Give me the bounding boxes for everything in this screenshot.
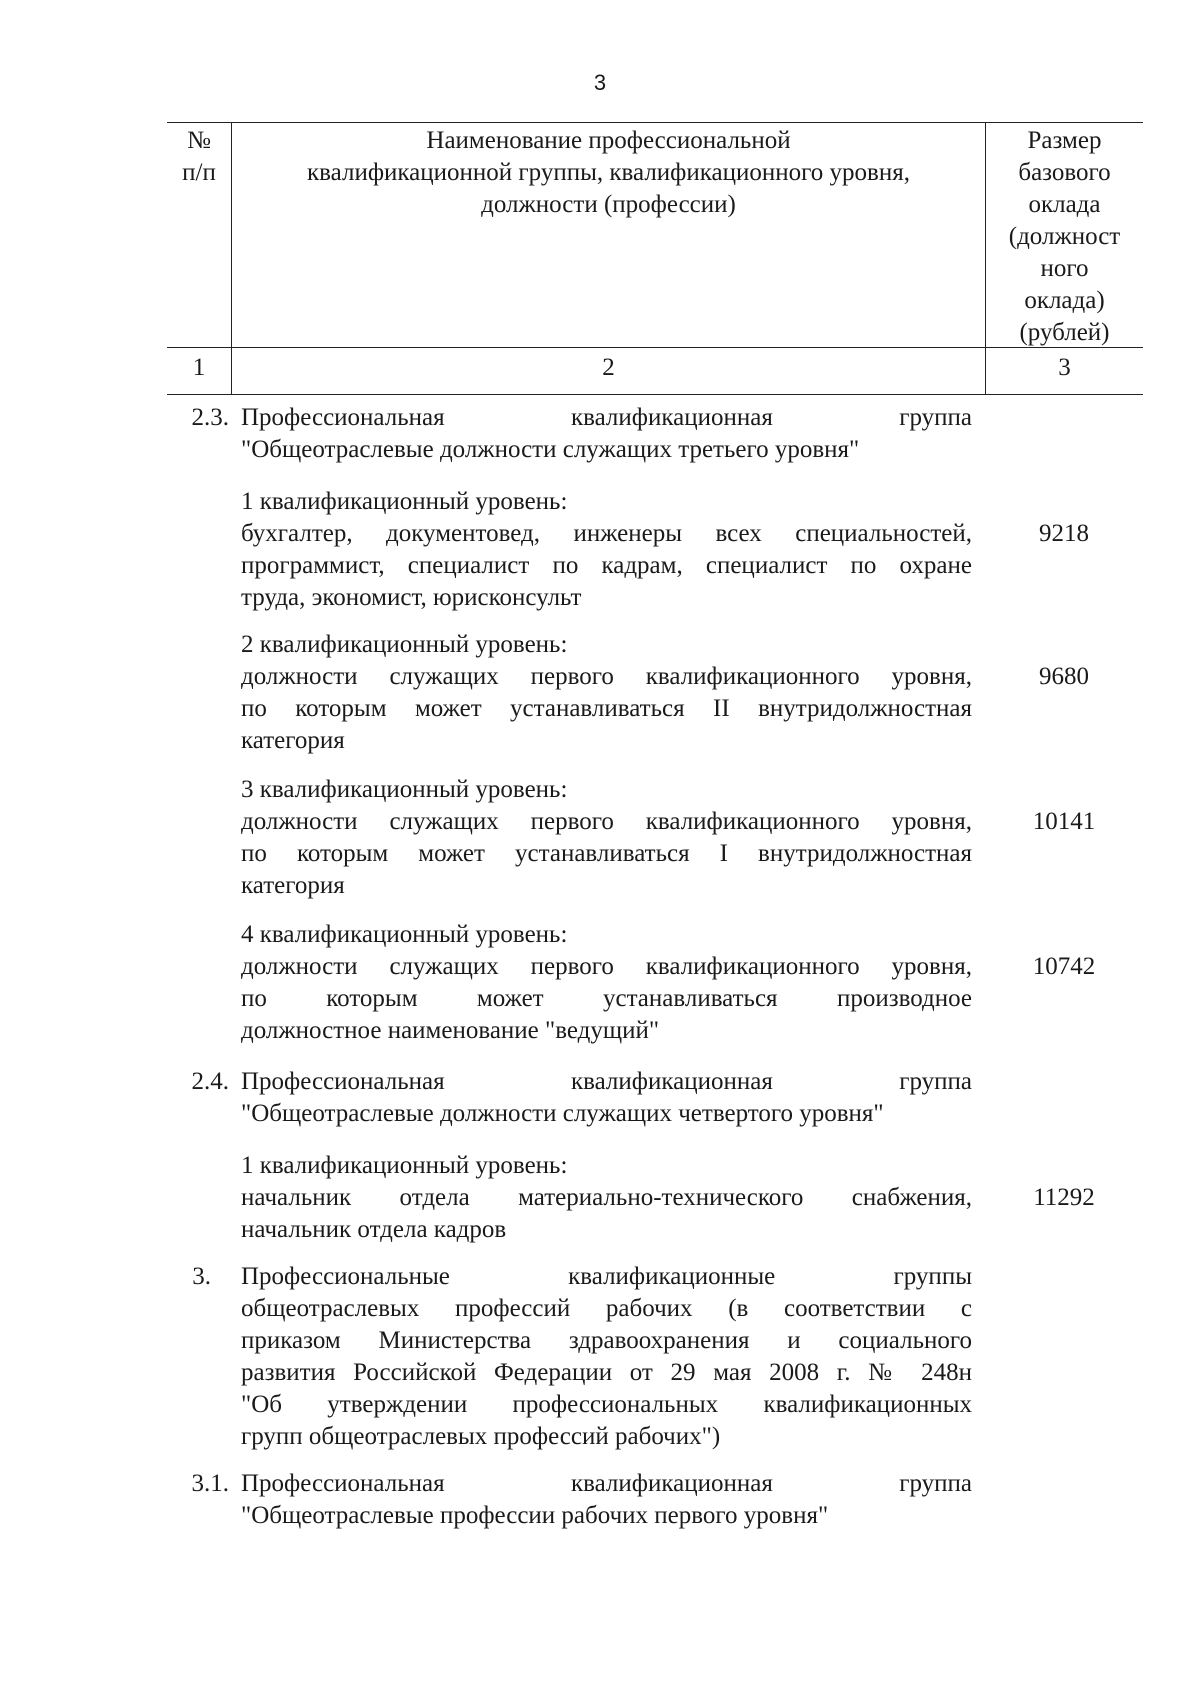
header-col-name: Наименование профессиональной квалификационной группы, квалификационного уровня, должности (профессии) — [231, 123, 985, 347]
row-text: Профессиональная квалификационная группа "Общеотраслевые профессии рабочих первого уровня" — [241, 1470, 972, 1529]
table-header — [167, 122, 1143, 395]
header-names-row — [167, 123, 1143, 348]
row-salary-value: 10742 — [1032, 953, 1096, 980]
row-text: 1 квалификационный уровень: начальник отдела материально-технического снабжения, начальник отдела кадров — [241, 1152, 972, 1243]
row-number: 3.1. — [191, 1470, 229, 1497]
row-number: 2.3. — [191, 404, 229, 431]
row-text: 3 квалификационный уровень: должности служащих первого квалификационного уровня, по которым может устанавливаться I внутридолжностная категория — [241, 776, 972, 899]
row-text: 2 квалификационный уровень: должности служащих первого квалификационного уровня, по которым может устанавливаться II внутридолжностная категория — [241, 631, 972, 754]
row-text: 4 квалификационный уровень: должности служащих первого квалификационного уровня, по которым может устанавливаться производное должностное наименование "ведущий" — [241, 921, 972, 1044]
column-number-3: 3 — [985, 348, 1143, 394]
row-salary-value: 10141 — [1032, 808, 1096, 835]
row-number: 3. — [192, 1263, 211, 1290]
row-salary-value: 9680 — [1039, 663, 1089, 690]
row-text: Профессиональные квалификационные группы общеотраслевых профессий рабочих (в соответствии с приказом Министерства здравоохранения и социального развития Российской Федерации от 29 мая 2008 г. № 248н "Об утверждении профессиональных квалификационных групп общеотраслевых профессий рабочих") — [241, 1263, 972, 1450]
page-number: 3 — [593, 70, 607, 95]
row-number: 2.4. — [191, 1068, 229, 1095]
header-column-numbers-row — [167, 348, 1143, 395]
row-text: Профессиональная квалификационная группа "Общеотраслевые должности служащих третьего уровня" — [241, 404, 972, 463]
row-salary-value: 9218 — [1039, 520, 1089, 547]
header-col-salary: Размер базового оклада (должност ного оклада) (рублей) — [985, 123, 1143, 347]
row-salary-value: 11292 — [1033, 1184, 1095, 1211]
header-col-number: № п/п — [182, 127, 216, 186]
column-number-2: 2 — [231, 348, 985, 394]
row-text: 1 квалификационный уровень: бухгалтер, документовед, инженеры всех специальностей, программист, специалист по кадрам, специалист по охране труда, экономист, юрисконсульт — [241, 488, 972, 611]
column-number-1: 1 — [192, 354, 206, 381]
row-text: Профессиональная квалификационная группа "Общеотраслевые должности служащих четвертого уровня" — [241, 1068, 972, 1127]
